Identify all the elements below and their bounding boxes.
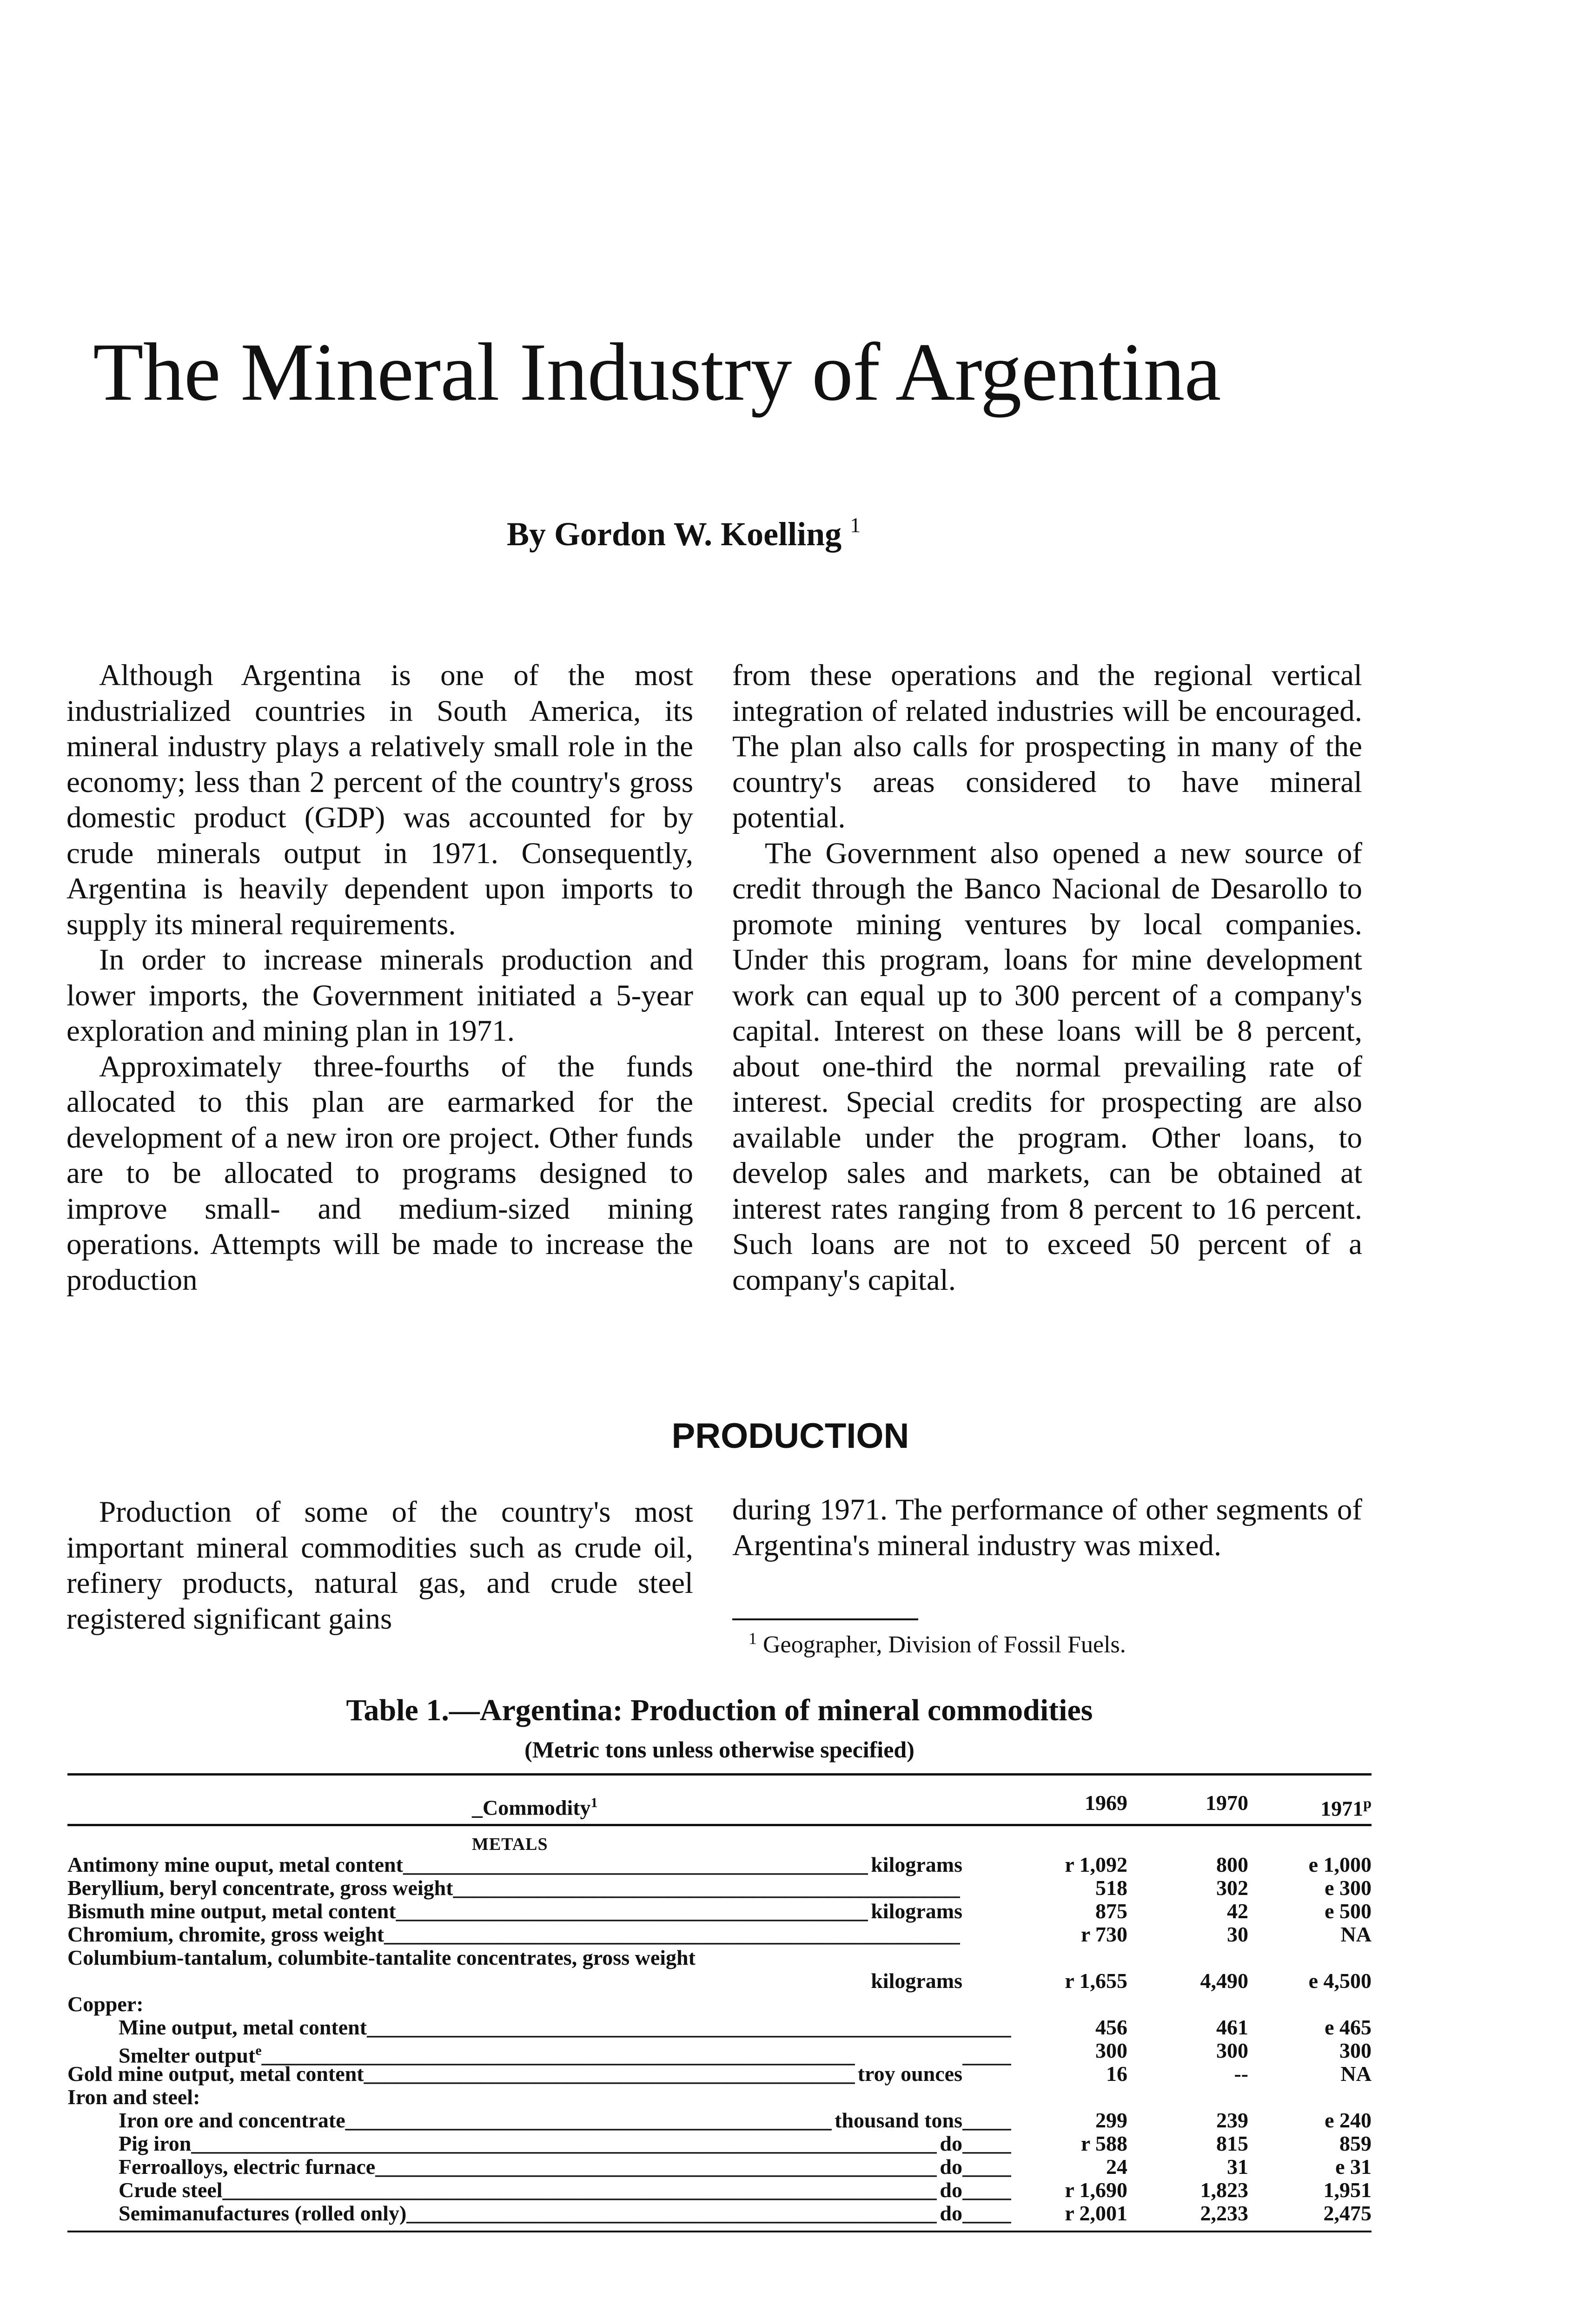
table-row: Semimanufactures (rolled only) _____ do r 2,001 2,233 2,475 [67, 2202, 1372, 2225]
table-section-metals: METALS [472, 1835, 548, 1854]
table-caption: Table 1.—Argentina: Production of mineral commodities [346, 1693, 1093, 1727]
byline-footnote-mark: 1 [850, 513, 861, 537]
section-heading-production: PRODUCTION [671, 1416, 909, 1456]
footnote-mark: 1 [749, 1629, 757, 1648]
table-header-row [67, 1784, 1372, 1824]
intro-paragraph-1: Although Argentina is one of the most industrialized countries in South America, its mineral industry plays a relatively small role in the economy; less than 2 percent of the country's gross domestic product (GDP) was accounted for by crude minerals output in 1971. Consequently, Argentina is heavily dependent upon imports to supply its mineral requirements. [66, 659, 693, 941]
table-row: Crude steel _____ do r 1,690 1,823 1,951 [67, 2179, 1372, 2202]
production-column-right [732, 1492, 1362, 1563]
table-bottom-rule [67, 2231, 1372, 2232]
table-header-rule [67, 1824, 1372, 1826]
table-row: Bismuth mine output, metal content _____ kilograms 875 42 e 500 [67, 1900, 1372, 1923]
production-column-left [66, 1494, 693, 1637]
header-1969: 1969 [1085, 1791, 1127, 1815]
table-row: Smelter output$^e$ _____ 300 300 300 [67, 2039, 1372, 2062]
production-continuation: during 1971. The performance of other segments of Argentina's mineral industry was mixed. [732, 1493, 1362, 1562]
table-row: Gold mine output, metal content _____ troy ounces 16 -- NA [67, 2062, 1372, 2086]
table-unit-note: (Metric tons unless otherwise specified) [524, 1736, 914, 1763]
intro-continuation: from these operations and the regional vertical integration of related industries will be encouraged. The plan also calls for prospecting in many of the country's areas considered to have mineral potential. [732, 659, 1362, 834]
intro-paragraph-credit: The Government also opened a new source of credit through the Banco Nacional de Desarollo to promote mining ventures by local companies. Under this program, loans for mine development work can equal up to 300 percent of a company's capital. Interest on these loans will be 8 percent, about one-third the normal prevailing rate of interest. Special credits for prospecting are also available under the program. Other loans, to develop sales and markets, can be obtained at interest rates ranging from 8 percent to 16 percent. Such loans are not to exceed 50 percent of a company's capital. [732, 836, 1362, 1297]
intro-paragraph-2: In order to increase minerals production and lower imports, the Government initiated a 5-year exploration and mining plan in 1971. [66, 943, 693, 1048]
header-1970: 1970 [1206, 1791, 1248, 1815]
table-row: Ferroalloys, electric furnace _____ do 24 31 e 31 [67, 2155, 1372, 2179]
table-top-rule [67, 1773, 1372, 1776]
footnote-text: Geographer, Division of Fossil Fuels. [763, 1631, 1126, 1658]
byline [507, 502, 1297, 557]
header-commodity: _Commodity$^1$ [472, 1795, 598, 1820]
intro-column-right [732, 658, 1362, 1298]
table-row: Iron and steel: [67, 2086, 200, 2109]
table-row: Iron ore and concentrate _____ thousand tons 299 239 e 240 [67, 2109, 1372, 2132]
footnote [749, 1622, 1399, 1661]
table-row: Beryllium, beryl concentrate, gross weight _____ 518 302 e 300 [67, 1876, 1372, 1900]
page-title: The Mineral Industry of Argentina [93, 326, 1221, 418]
intro-column-left [66, 658, 693, 1298]
footnote-rule [732, 1618, 918, 1620]
table-row: Copper: [67, 1993, 144, 2016]
table-row: Mine output, metal content _____ 456 461 e 465 [67, 2016, 1372, 2039]
intro-paragraph-3: Approximately three-fourths of the funds allocated to this plan are earmarked for the development of a new iron ore project. Other funds are to be allocated to programs designed to improve small- and medium-sized mining operations. Attempts will be made to increase the production [66, 1050, 693, 1297]
production-paragraph: Production of some of the country's most important mineral commodities such as crude oil, refinery products, natural gas, and crude steel registered significant gains [66, 1495, 693, 1636]
production-table [67, 1784, 1372, 2232]
author-name: By Gordon W. Koelling [507, 515, 842, 553]
header-1971: 1971$^p$ [1320, 1795, 1372, 1821]
table-row: Pig iron _____ do r 588 815 859 [67, 2132, 1372, 2155]
table-row: kilograms r 1,655 4,490 e 4,500 [67, 1969, 1372, 1993]
table-row: Columbium-tantalum, columbite-tantalite concentrates, gross weight [67, 1946, 696, 1969]
table-row: Chromium, chromite, gross weight _____ r 730 30 NA [67, 1923, 1372, 1946]
table-row: Antimony mine ouput, metal content _____ kilograms r 1,092 800 e 1,000 [67, 1853, 1372, 1876]
